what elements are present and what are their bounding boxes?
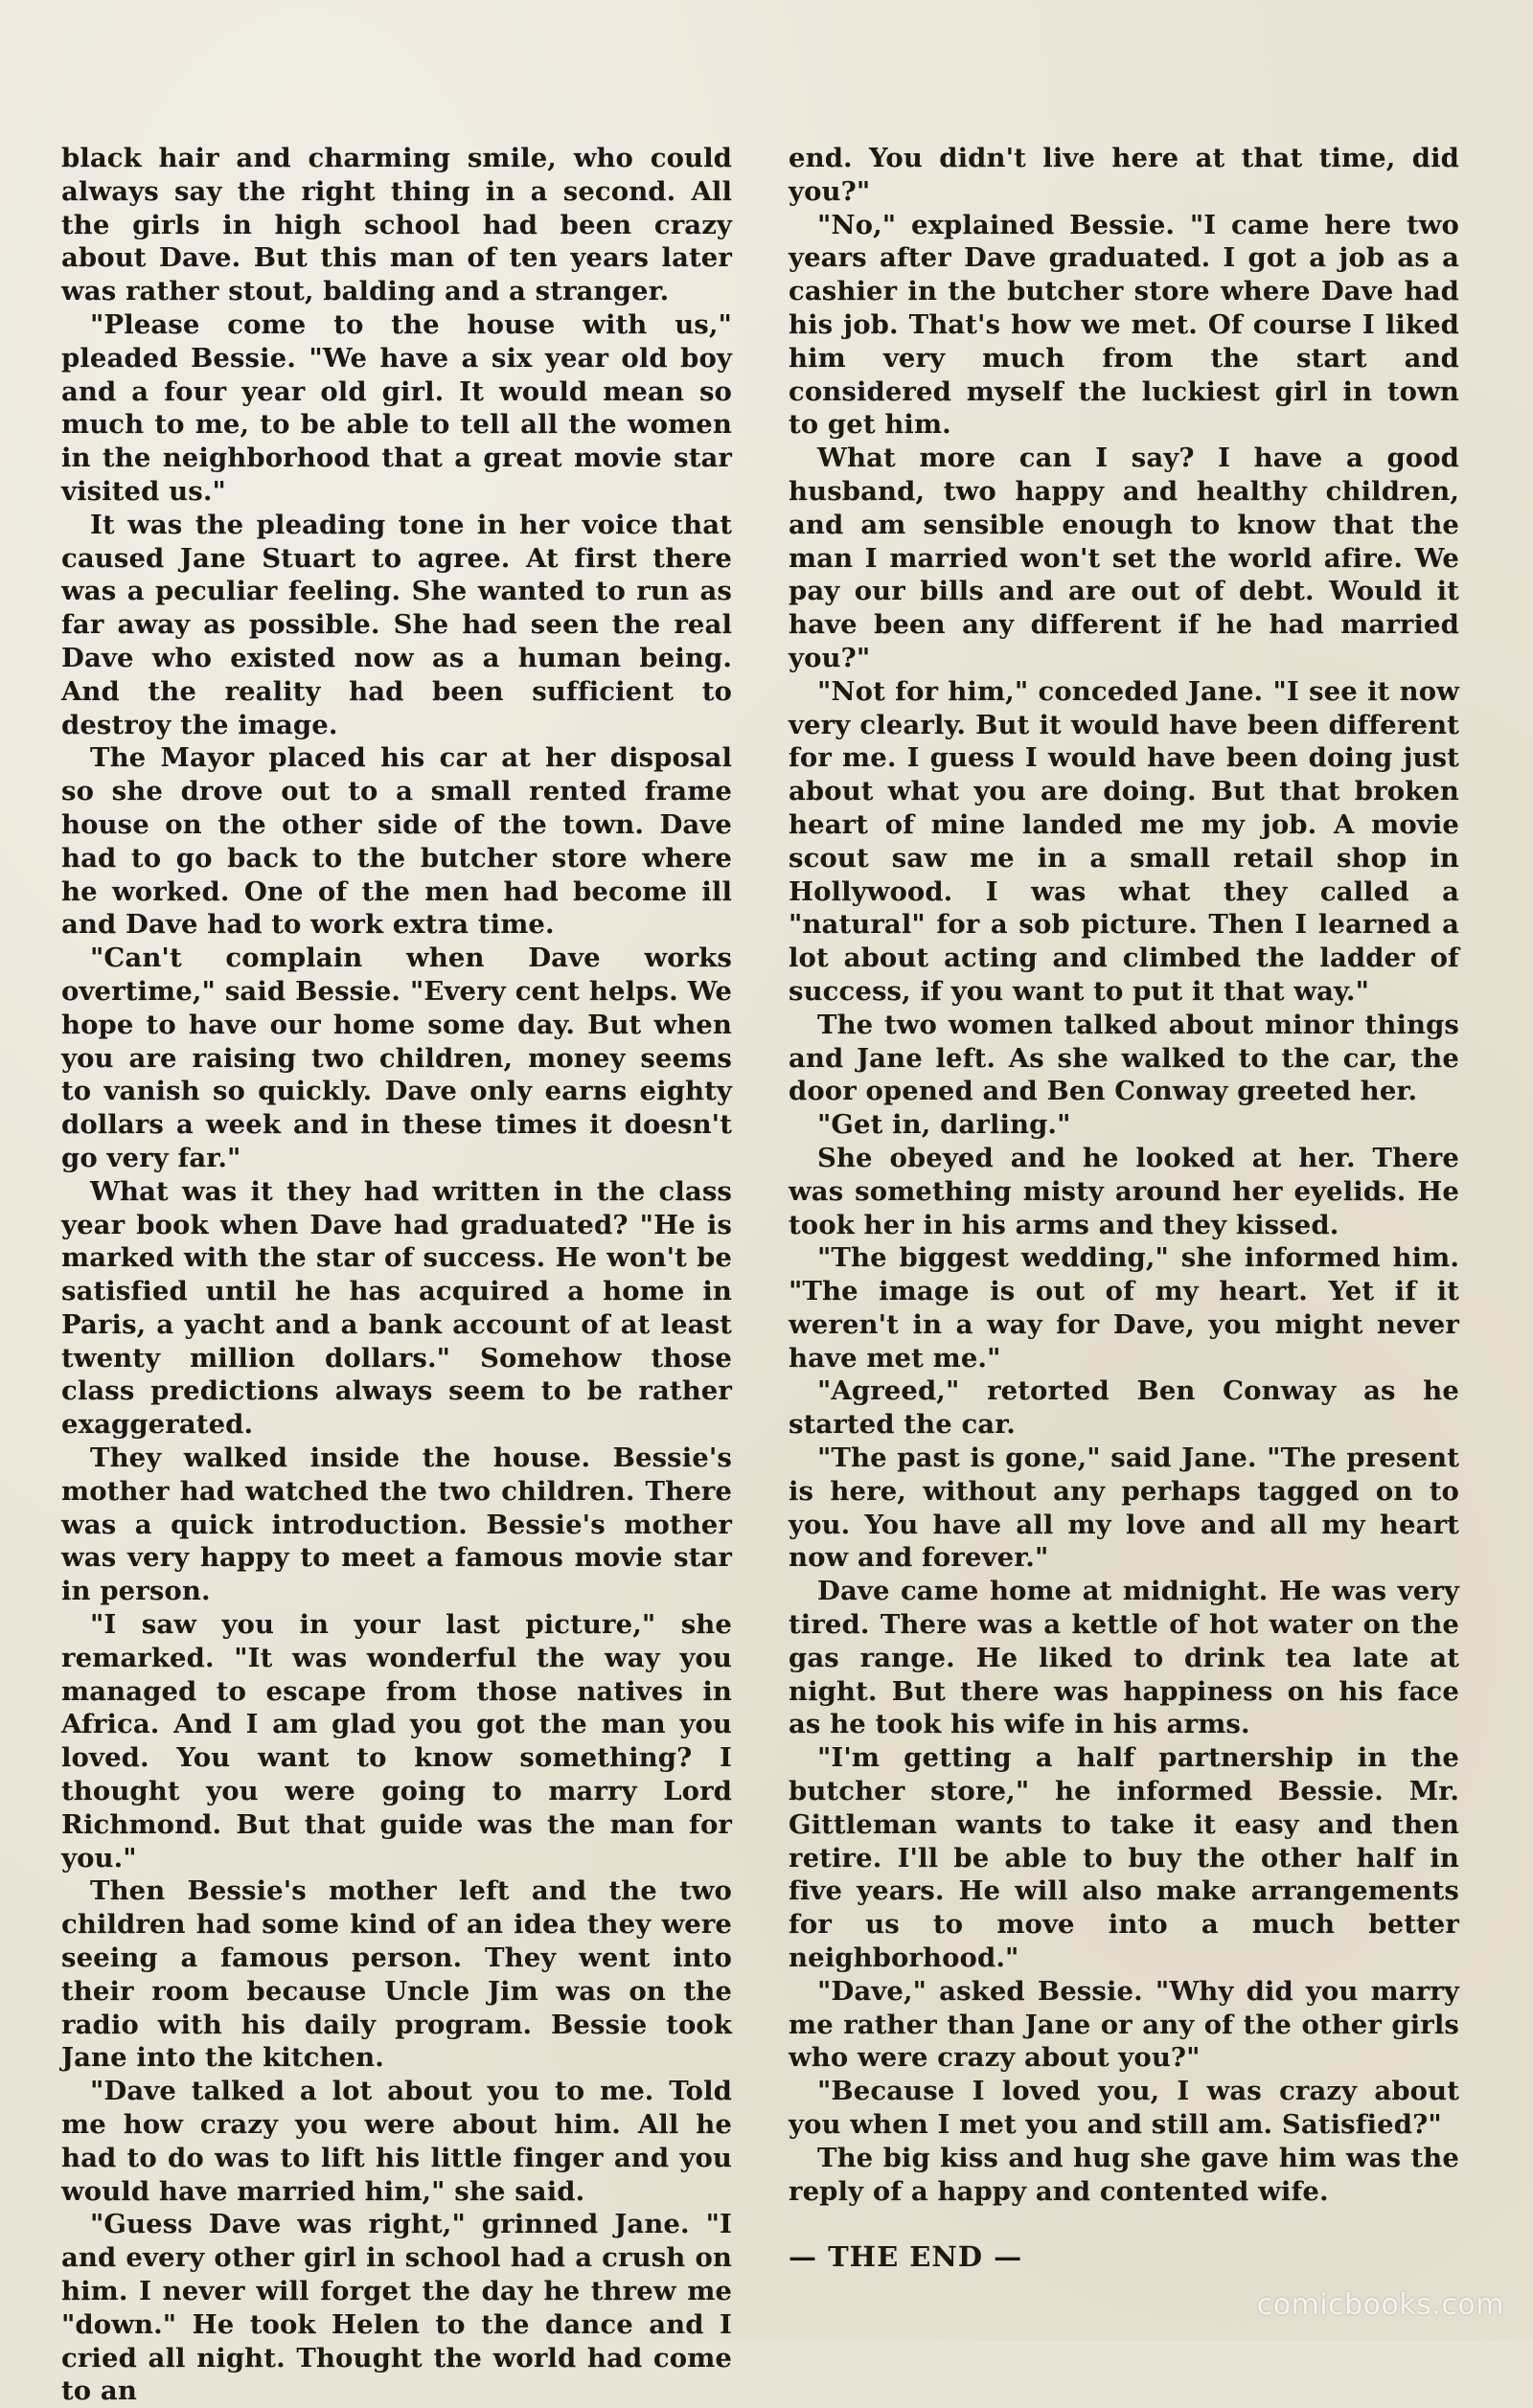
paragraph: It was the pleading tone in her voice that caused Jane Stuart to agree. At first there was a peculiar feeling. She wanted to run as far away as possible. She had seen the real Dave who existed now as a human being. And the reality had been sufficient to destroy the image. bbox=[61, 509, 732, 740]
paragraph: "The biggest wedding," she informed him. "The image is out of my heart. Yet if it weren't in a way for Dave, you might never have met me." bbox=[789, 1242, 1459, 1374]
paragraph: The two women talked about minor things and Jane left. As she walked to the car, the door opened and Ben Conway greeted her. bbox=[789, 1009, 1459, 1107]
paragraph: "I saw you in your last picture," she remarked. "It was wonderful the way you managed to escape from those natives in Africa. And I am glad you got the man you loved. You want to know something? I thought you were going to marry Lord Richmond. But that guide was the man for you." bbox=[61, 1609, 732, 1874]
paragraph: "Because I loved you, I was crazy about you when I met you and still am. Satisfied?" bbox=[789, 2076, 1459, 2141]
left-column bbox=[61, 142, 732, 2408]
paragraph: Then Bessie's mother left and the two children had some kind of an idea they were seeing a famous person. They went into their room because Uncle Jim was on the radio with his daily program. Bessie took Jane into the kitchen. bbox=[61, 1875, 732, 2074]
paragraph: She obeyed and he looked at her. There was something misty around her eyelids. He took her in his arms and they kissed. bbox=[789, 1142, 1459, 1240]
paragraph: "Dave talked a lot about you to me. Told me how crazy you were about him. All he had to do was to lift his little finger and you would have married him," she said. bbox=[61, 2076, 732, 2207]
the-end-mark: — THE END — bbox=[789, 2240, 1023, 2274]
paragraph: They walked inside the house. Bessie's mother had watched the two children. There was a quick introduction. Bessie's mother was very happy to meet a famous movie star in person. bbox=[61, 1443, 732, 1607]
paragraph: "Get in, darling." bbox=[817, 1109, 1071, 1141]
paragraph: "Agreed," retorted Ben Conway as he started the car. bbox=[789, 1375, 1459, 1441]
paragraph: "Can't complain when Dave works overtime," said Bessie. "Every cent helps. We hope to have our home some day. But when you are raising two children, money seems to vanish so quickly. Dave only earns eighty dollars a week and in these times it doesn't go very far." bbox=[61, 943, 732, 1173]
paragraph: "No," explained Bessie. "I came here two years after Dave graduated. I got a job as a cashier in the butcher store where Dave had his job. That's how we met. Of course I liked him very much from the start and considered myself the luckiest girl in town to get him. bbox=[789, 209, 1459, 441]
paragraph: What was it they had written in the class year book when Dave had graduated? "He is marked with the star of success. He won't be satisfied until he has acquired a home in Paris, a yacht and a bank account of at least twenty million dollars." Somehow those class predictions always seem to be rather exaggerated. bbox=[61, 1175, 732, 1441]
paragraph: "Dave," asked Bessie. "Why did you marry me rather than Jane or any of the other girls who were crazy about you?" bbox=[789, 1975, 1459, 2074]
paragraph: end. You didn't live here at that time, did you?" bbox=[789, 143, 1459, 207]
paragraph: "The past is gone," said Jane. "The present is here, without any perhaps tagged on to you. You have all my love and all my heart now and forever." bbox=[789, 1443, 1459, 1574]
paragraph: "Please come to the house with us," pleaded Bessie. "We have a six year old boy and a four year old girl. It would mean so much to me, to be able to tell all the women in the neighborhood that a great movie star visited us." bbox=[61, 308, 732, 507]
paragraph: The big kiss and hug she gave him was the reply of a happy and contented wife. bbox=[789, 2142, 1459, 2207]
paragraph: What more can I say? I have a good husband, two happy and healthy children, and am sensible enough to know that the man I married won't set the world afire. We pay our bills and are out of debt. Would it have been any different if he had married you?" bbox=[789, 443, 1459, 673]
paragraph: "Not for him," conceded Jane. "I see it now very clearly. But it would have been different for me. I guess I would have been doing just about what you are doing. But that broken heart of mine landed me my job. A movie scout saw me in a small retail shop in Hollywood. I was what they called a "natural" for a sob picture. Then I learned a lot about acting and climbed the ladder of success, if you want to put it that way." bbox=[789, 675, 1459, 1007]
paragraph: "I'm getting a half partnership in the butcher store," he informed Bessie. Mr. Gittleman wants to take it easy and then retire. I'll be able to buy the other half in five years. He will also make arrangements for us to move into a much better neighborhood." bbox=[789, 1742, 1459, 1974]
right-column bbox=[789, 142, 1459, 2274]
watermark: comicbooks.com bbox=[1256, 2288, 1504, 2322]
paragraph: The Mayor placed his car at her disposal so she drove out to a small rented frame house on the other side of the town. Dave had to go back to the butcher store where he worked. One of the men had become ill and Dave had to work extra time. bbox=[61, 742, 732, 941]
paragraph: black hair and charming smile, who could always say the right thing in a second. All the girls in high school had been crazy about Dave. But this man of ten years later was rather stout, balding and a stranger. bbox=[61, 143, 732, 307]
paragraph: Dave came home at midnight. He was very tired. There was a kettle of hot water on the gas range. He liked to drink tea late at night. But there was happiness on his face as he took his wife in his arms. bbox=[789, 1576, 1459, 1740]
paragraph: "Guess Dave was right," grinned Jane. "I and every other girl in school had a crush on him. I never will forget the day he threw me "down." He took Helen to the dance and I cried all night. Thought the world had come to an bbox=[61, 2209, 732, 2407]
